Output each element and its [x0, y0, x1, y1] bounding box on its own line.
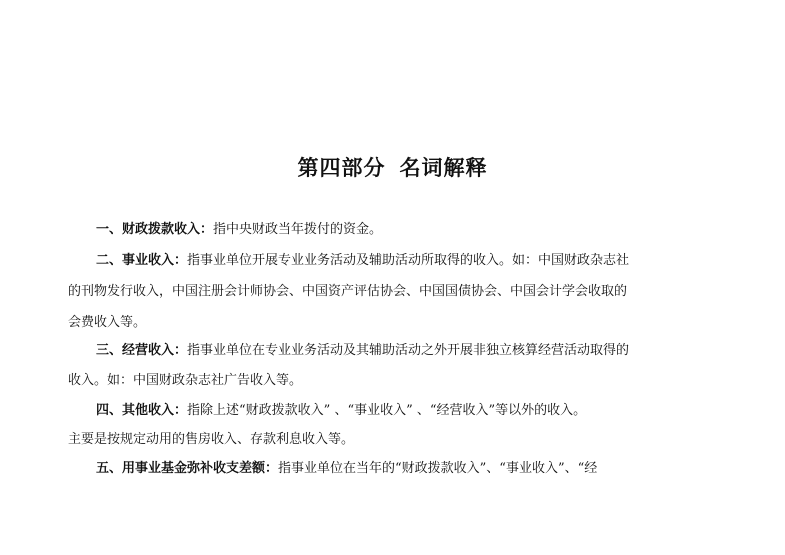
term-label: 二、事业收入：: [96, 253, 188, 268]
definition-text: 指事业单位开展专业业务活动及辅助活动所取得的收入。如：中国财政杂志社: [187, 253, 630, 268]
page-title-part: 第四部分: [297, 155, 386, 180]
term-label: 三、经营收入：: [96, 343, 188, 358]
definition-text: 指事业单位在当年的“财政拨款收入”、“事业收入”、“经: [278, 461, 598, 476]
paragraph-line: [68, 315, 718, 331]
paragraph-line: [68, 432, 718, 448]
definition-text: 指中央财政当年拨付的资金。: [213, 222, 383, 237]
term-label: 一、财政拨款收入：: [96, 222, 214, 237]
definition-text: 收入。如：中国财政杂志社广告收入等。: [68, 373, 303, 388]
definition-text: 指除上述“财政拨款收入” 、“事业收入” 、“经营收入”等以外的收入。: [187, 403, 587, 418]
definition-text: 会费收入等。: [68, 315, 147, 330]
definition-text: 主要是按规定动用的售房收入、存款利息收入等。: [68, 432, 355, 447]
term-label: 五、用事业基金弥补收支差额：: [96, 461, 279, 476]
paragraph-line: [68, 373, 718, 389]
paragraph-line: [96, 343, 718, 359]
page-title-name: 名词解释: [399, 155, 488, 180]
page-title: [0, 152, 785, 182]
definition-text: 的刊物发行收入，中国注册会计师协会、中国资产评估协会、中国国债协会、中国会计学会收取的: [68, 284, 628, 299]
paragraph-line: [96, 461, 718, 477]
paragraph-line: [96, 253, 718, 269]
paragraph-line: [96, 403, 718, 419]
paragraph-line: [96, 222, 718, 238]
definition-text: 指事业单位在专业业务活动及其辅助活动之外开展非独立核算经营活动取得的: [187, 343, 630, 358]
term-label: 四、其他收入：: [96, 403, 188, 418]
paragraph-line: [68, 284, 718, 300]
